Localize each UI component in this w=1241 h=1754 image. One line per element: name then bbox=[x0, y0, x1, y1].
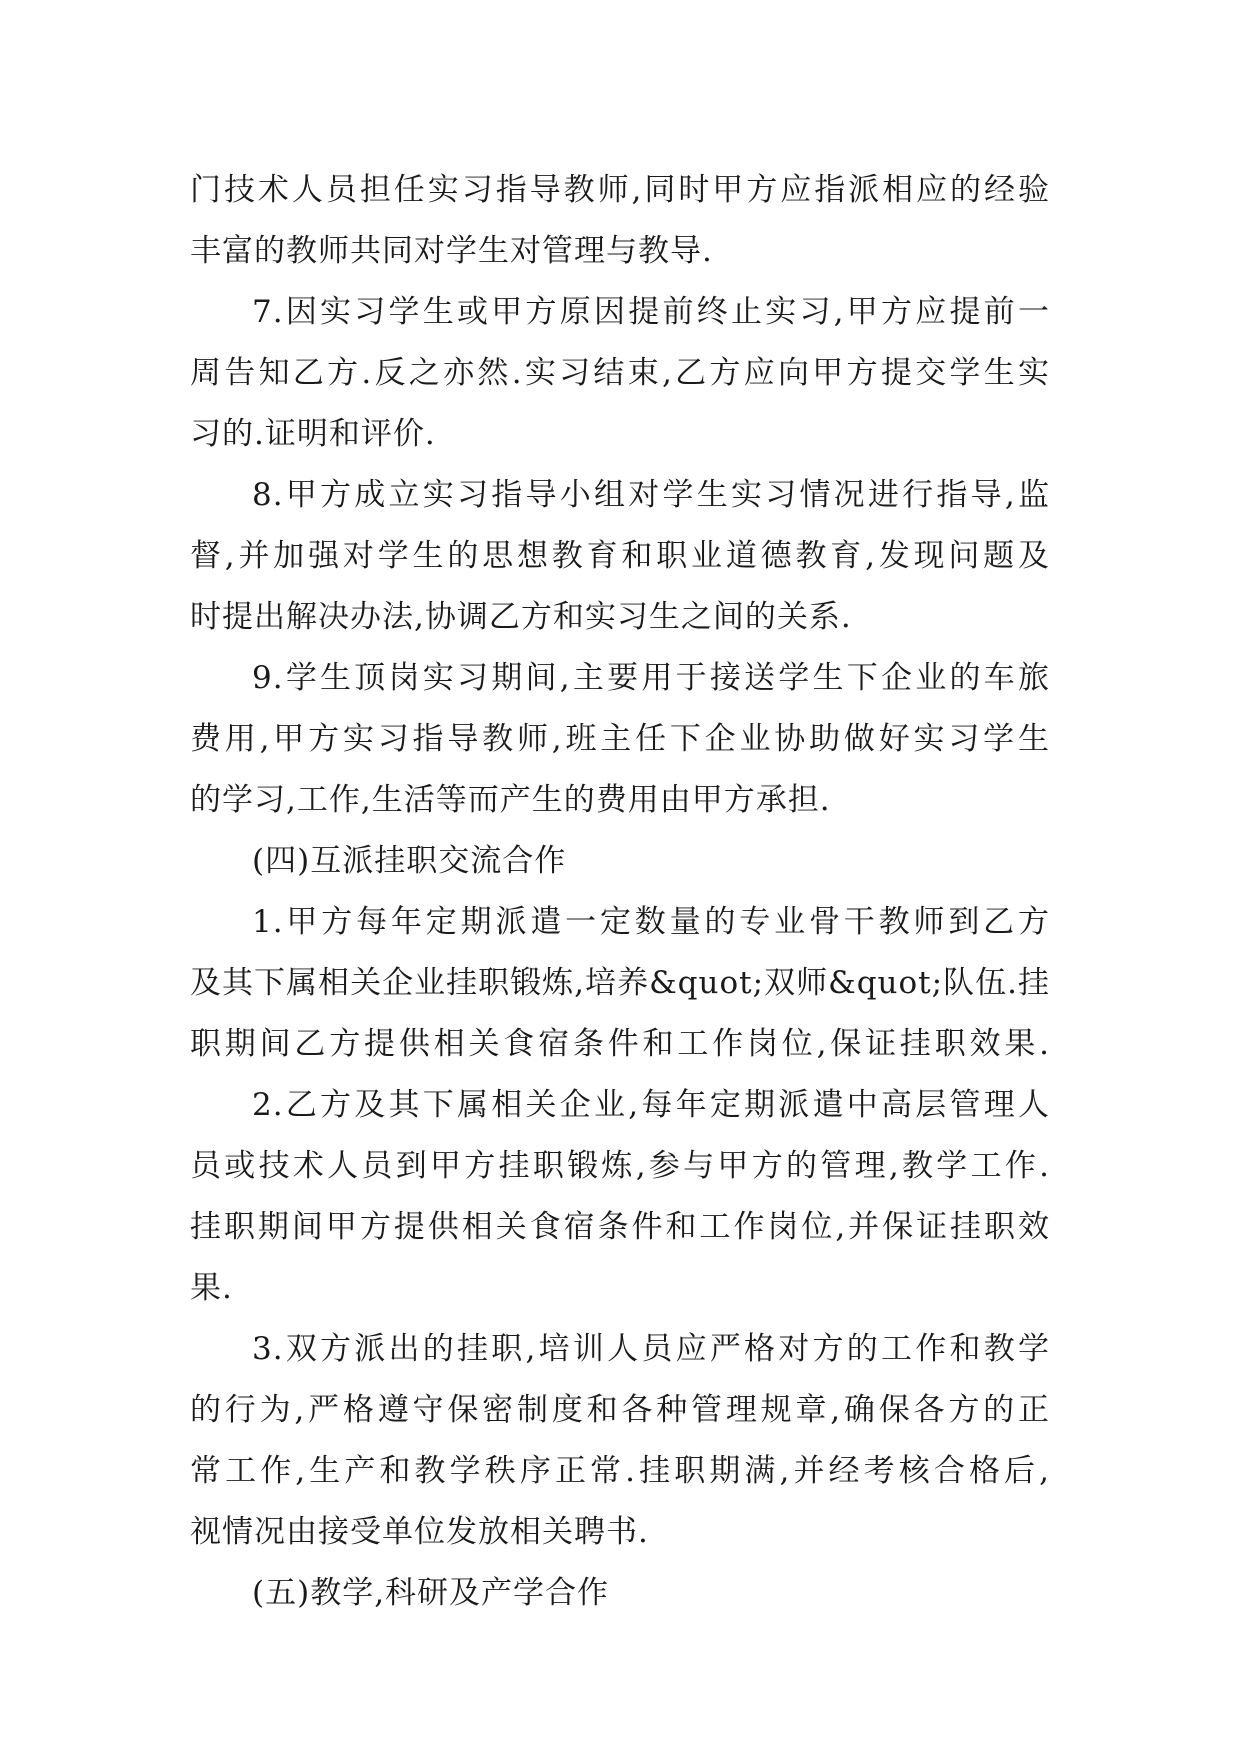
text-line: 3.双方派出的挂职,培训人员应严格对方的工作和教学 bbox=[252, 1331, 1050, 1367]
text-line: 门技术人员担任实习指导教师,同时甲方应指派相应的经验 bbox=[190, 172, 1050, 208]
text-line: 员或技术人员到甲方挂职锻炼,参与甲方的管理,教学工作. bbox=[190, 1148, 1050, 1184]
text-line: 周告知乙方.反之亦然.实习结束,乙方应向甲方提交学生实 bbox=[190, 355, 1050, 391]
text-line: 1.甲方每年定期派遣一定数量的专业骨干教师到乙方 bbox=[252, 904, 1050, 940]
text-line: 职期间乙方提供相关食宿条件和工作岗位,保证挂职效果. bbox=[190, 1026, 1050, 1062]
document-body bbox=[190, 160, 1050, 1624]
text-line: 习的.证明和评价. bbox=[190, 416, 436, 452]
section-heading: (五)教学,科研及产学合作 bbox=[252, 1575, 610, 1611]
text-line: 2.乙方及其下属相关企业,每年定期派遣中高层管理人 bbox=[252, 1087, 1050, 1123]
text-line: 的行为,严格遵守保密制度和各种管理规章,确保各方的正 bbox=[190, 1392, 1050, 1428]
section-heading: (四)互派挂职交流合作 bbox=[252, 843, 567, 879]
text-line: 果. bbox=[190, 1270, 233, 1306]
text-line: 丰富的教师共同对学生对管理与教导. bbox=[190, 233, 713, 269]
text-line: 9.学生顶岗实习期间,主要用于接送学生下企业的车旅 bbox=[252, 660, 1050, 696]
text-line: 时提出解决办法,协调乙方和实习生之间的关系. bbox=[190, 599, 852, 635]
text-line: 督,并加强对学生的思想教育和职业道德教育,发现问题及 bbox=[190, 538, 1050, 574]
text-line: 视情况由接受单位发放相关聘书. bbox=[190, 1514, 649, 1550]
text-line: 的学习,工作,生活等而产生的费用由甲方承担. bbox=[190, 782, 831, 818]
text-line: 常工作,生产和教学秩序正常.挂职期满,并经考核合格后, bbox=[190, 1453, 1050, 1489]
text-line: 费用,甲方实习指导教师,班主任下企业协助做好实习学生 bbox=[190, 721, 1050, 757]
text-line: 及其下属相关企业挂职锻炼,培养&quot;双师&quot;队伍.挂 bbox=[190, 965, 1050, 1001]
text-line: 挂职期间甲方提供相关食宿条件和工作岗位,并保证挂职效 bbox=[190, 1209, 1050, 1245]
text-line: 7.因实习学生或甲方原因提前终止实习,甲方应提前一 bbox=[252, 294, 1050, 330]
text-line: 8.甲方成立实习指导小组对学生实习情况进行指导,监 bbox=[252, 477, 1050, 513]
